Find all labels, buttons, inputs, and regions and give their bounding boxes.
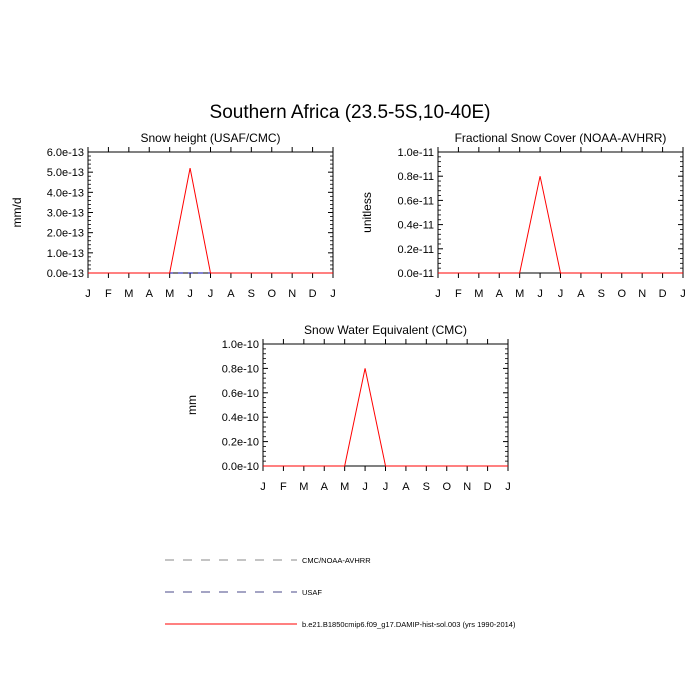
y-tick-label: 1.0e-13 — [46, 247, 84, 260]
panel-snow-water-equivalent — [185, 323, 511, 493]
x-tick-label: N — [638, 288, 647, 300]
x-tick-label: O — [267, 288, 277, 300]
x-tick-label: J — [85, 288, 91, 300]
x-tick-label: D — [308, 288, 317, 300]
plot-frame — [438, 152, 683, 273]
panel-title: Snow Water Equivalent (CMC) — [304, 323, 467, 337]
y-tick-label: 0.4e-11 — [397, 219, 434, 232]
x-tick-label: J — [362, 481, 368, 493]
y-tick-label: 1.0e-10 — [221, 339, 259, 351]
y-tick-label: 0.0e-13 — [46, 268, 84, 280]
x-tick-label: M — [124, 288, 134, 300]
x-tick-label: A — [320, 481, 328, 493]
x-tick-label: J — [330, 288, 336, 300]
legend-label: b.e21.B1850cmip6.f09_g17.DAMIP-hist-sol.003 (yrs 1990-2014) — [302, 620, 516, 629]
plot-frame — [88, 152, 333, 273]
panel-snow-height — [10, 131, 336, 300]
panel-fractional-snow-cover — [360, 131, 686, 300]
x-tick-label: D — [483, 481, 492, 493]
x-tick-label: J — [435, 288, 441, 300]
x-tick-label: D — [658, 288, 667, 300]
y-tick-label: 0.0e-11 — [397, 268, 434, 280]
x-tick-label: A — [495, 288, 503, 300]
x-tick-label: M — [474, 288, 484, 300]
y-axis-label: unitless — [360, 192, 374, 233]
x-tick-label: M — [299, 481, 309, 493]
x-tick-label: S — [597, 288, 606, 300]
y-tick-label: 0.6e-11 — [397, 195, 434, 208]
plot-frame — [263, 344, 508, 466]
x-tick-label: J — [260, 481, 266, 493]
x-tick-label: M — [165, 288, 175, 300]
y-axis-label: mm — [185, 395, 199, 415]
y-tick-label: 3.0e-13 — [46, 207, 84, 220]
x-tick-label: A — [145, 288, 153, 300]
y-tick-label: 2.0e-13 — [46, 227, 84, 240]
x-tick-label: J — [537, 288, 543, 300]
x-tick-label: M — [515, 288, 525, 300]
x-tick-label: A — [577, 288, 585, 300]
x-tick-label: J — [505, 481, 511, 493]
x-tick-label: S — [247, 288, 256, 300]
x-tick-label: J — [207, 288, 214, 300]
series-line — [88, 168, 333, 273]
figure-title: Southern Africa (23.5-5S,10-40E) — [209, 102, 491, 123]
series-line — [263, 368, 508, 466]
x-tick-label: N — [463, 481, 472, 493]
x-tick-label: J — [187, 288, 193, 300]
y-tick-label: 4.0e-13 — [46, 187, 84, 200]
y-tick-label: 6.0e-13 — [46, 147, 84, 159]
x-tick-label: N — [288, 288, 297, 300]
x-tick-label: O — [442, 481, 452, 493]
y-tick-label: 0.2e-10 — [221, 436, 259, 449]
x-tick-label: O — [617, 288, 627, 300]
x-tick-label: J — [382, 481, 389, 493]
x-tick-label: S — [422, 481, 431, 493]
y-tick-label: 0.6e-10 — [221, 387, 259, 400]
x-tick-label: A — [227, 288, 235, 300]
x-tick-label: J — [680, 288, 686, 300]
y-tick-label: 0.8e-11 — [397, 171, 434, 184]
series-line — [438, 176, 683, 273]
panel-title: Snow height (USAF/CMC) — [140, 131, 281, 145]
y-tick-label: 5.0e-13 — [46, 167, 84, 180]
y-tick-label: 0.0e-10 — [221, 461, 259, 473]
x-tick-label: J — [557, 288, 564, 300]
x-tick-label: M — [340, 481, 350, 493]
y-tick-label: 0.2e-11 — [397, 243, 434, 256]
legend-label: CMC/NOAA-AVHRR — [302, 556, 371, 565]
y-tick-label: 0.8e-10 — [221, 363, 259, 376]
panel-title: Fractional Snow Cover (NOAA-AVHRR) — [454, 131, 667, 145]
x-tick-label: F — [105, 288, 112, 300]
legend — [165, 556, 516, 629]
x-tick-label: F — [280, 481, 287, 493]
legend-label: USAF — [302, 588, 323, 597]
x-tick-label: A — [402, 481, 410, 493]
y-axis-label: mm/d — [10, 197, 24, 228]
y-tick-label: 0.4e-10 — [221, 412, 259, 425]
y-tick-label: 1.0e-11 — [397, 147, 434, 159]
x-tick-label: F — [455, 288, 462, 300]
